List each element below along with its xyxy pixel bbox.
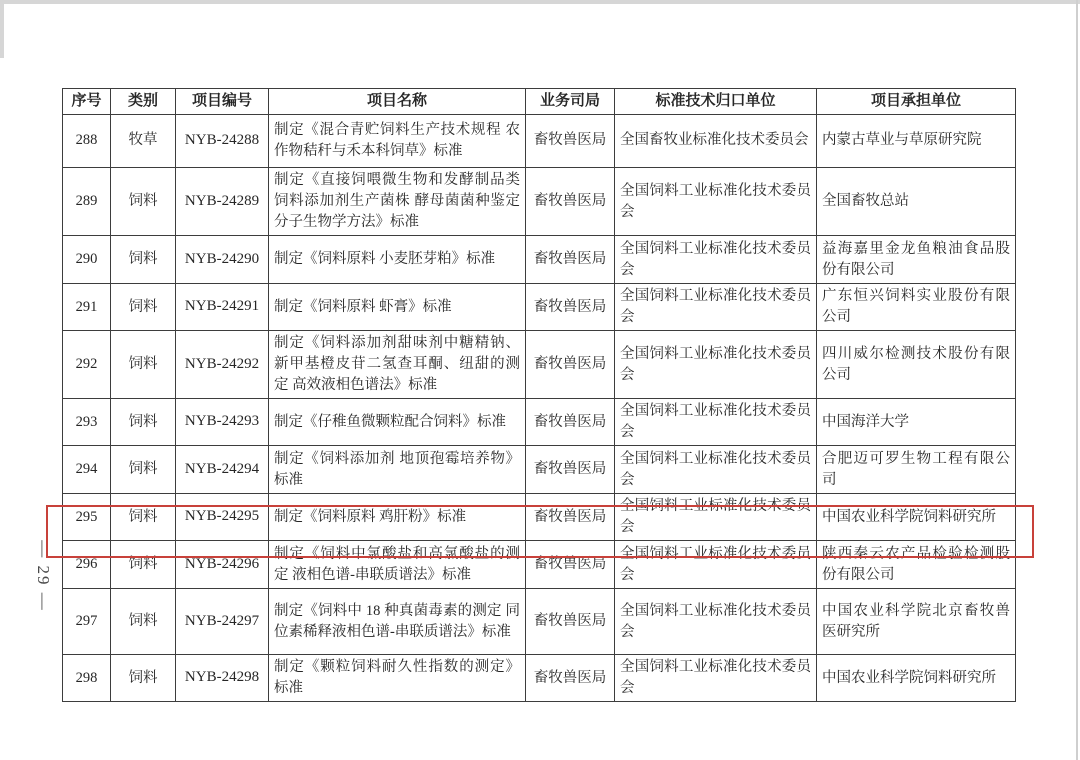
table-row (63, 589, 1016, 655)
table-row (63, 655, 1016, 702)
row-number-cell: 289 (63, 168, 111, 236)
table-header (63, 89, 1016, 115)
bureau-cell: 畜牧兽医局 (526, 284, 615, 331)
row-number-cell: 296 (63, 541, 111, 589)
undertaking-unit-cell: 陕西秦云农产品检验检测股份有限公司 (817, 541, 1016, 589)
bureau-cell: 畜牧兽医局 (526, 115, 615, 168)
undertaking-unit-cell: 中国农业科学院饲料研究所 (817, 655, 1016, 702)
standards-project-table (62, 88, 1016, 702)
technical-committee-cell: 全国饲料工业标准化技术委员会 (615, 168, 817, 236)
row-number-cell: 295 (63, 494, 111, 541)
scan-edge-top (0, 0, 1080, 4)
project-name-cell: 制定《饲料中 18 种真菌毒素的测定 同位素稀释液相色谱-串联质谱法》标准 (269, 589, 526, 655)
row-number-cell: 298 (63, 655, 111, 702)
undertaking-unit-cell: 四川威尔检测技术股份有限公司 (817, 331, 1016, 399)
project-code-cell: NYB-24295 (176, 494, 269, 541)
column-header-5: 标准技术归口单位 (615, 89, 817, 115)
technical-committee-cell: 全国畜牧业标准化技术委员会 (615, 115, 817, 168)
table-row (63, 236, 1016, 284)
bureau-cell: 畜牧兽医局 (526, 655, 615, 702)
project-code-cell: NYB-24293 (176, 399, 269, 446)
category-cell: 饲料 (111, 284, 176, 331)
category-cell: 饲料 (111, 236, 176, 284)
project-code-cell: NYB-24297 (176, 589, 269, 655)
table-row (63, 446, 1016, 494)
bureau-cell: 畜牧兽医局 (526, 494, 615, 541)
technical-committee-cell: 全国饲料工业标准化技术委员会 (615, 331, 817, 399)
table-row (63, 284, 1016, 331)
undertaking-unit-cell: 中国海洋大学 (817, 399, 1016, 446)
technical-committee-cell: 全国饲料工业标准化技术委员会 (615, 589, 817, 655)
undertaking-unit-cell: 中国农业科学院北京畜牧兽医研究所 (817, 589, 1016, 655)
table-row (63, 168, 1016, 236)
category-cell: 饲料 (111, 399, 176, 446)
technical-committee-cell: 全国饲料工业标准化技术委员会 (615, 541, 817, 589)
project-code-cell: NYB-24298 (176, 655, 269, 702)
row-number-cell: 292 (63, 331, 111, 399)
column-header-4: 业务司局 (526, 89, 615, 115)
project-code-cell: NYB-24296 (176, 541, 269, 589)
undertaking-unit-cell: 全国畜牧总站 (817, 168, 1016, 236)
project-name-cell: 制定《饲料原料 虾膏》标准 (269, 284, 526, 331)
category-cell: 饲料 (111, 655, 176, 702)
category-cell: 饲料 (111, 589, 176, 655)
category-cell: 饲料 (111, 541, 176, 589)
bureau-cell: 畜牧兽医局 (526, 236, 615, 284)
bureau-cell: 畜牧兽医局 (526, 589, 615, 655)
scan-edge-right (1076, 0, 1078, 760)
category-cell: 饲料 (111, 446, 176, 494)
project-name-cell: 制定《仔稚鱼微颗粒配合饲料》标准 (269, 399, 526, 446)
category-cell: 饲料 (111, 494, 176, 541)
bureau-cell: 畜牧兽医局 (526, 399, 615, 446)
project-name-cell: 制定《饲料原料 鸡肝粉》标准 (269, 494, 526, 541)
technical-committee-cell: 全国饲料工业标准化技术委员会 (615, 494, 817, 541)
row-number-cell: 297 (63, 589, 111, 655)
column-header-0: 序号 (63, 89, 111, 115)
table-row-highlighted (63, 541, 1016, 589)
undertaking-unit-cell: 益海嘉里金龙鱼粮油食品股份有限公司 (817, 236, 1016, 284)
table-row (63, 494, 1016, 541)
project-name-cell: 制定《饲料添加剂甜味剂中糖精钠、新甲基橙皮苷二氢查耳酮、纽甜的测定 高效液相色谱法》标准 (269, 331, 526, 399)
row-number-cell: 288 (63, 115, 111, 168)
table-row (63, 331, 1016, 399)
project-name-cell: 制定《混合青贮饲料生产技术规程 农作物秸秆与禾本科饲草》标准 (269, 115, 526, 168)
project-name-cell: 制定《饲料中氯酸盐和高氯酸盐的测定 液相色谱-串联质谱法》标准 (269, 541, 526, 589)
category-cell: 饲料 (111, 168, 176, 236)
row-number-cell: 294 (63, 446, 111, 494)
bureau-cell: 畜牧兽医局 (526, 446, 615, 494)
bureau-cell: 畜牧兽医局 (526, 541, 615, 589)
project-name-cell: 制定《饲料原料 小麦胚芽粕》标准 (269, 236, 526, 284)
undertaking-unit-cell: 合肥迈可罗生物工程有限公司 (817, 446, 1016, 494)
table-body (63, 115, 1016, 702)
column-header-3: 项目名称 (269, 89, 526, 115)
table-row (63, 399, 1016, 446)
column-header-2: 项目编号 (176, 89, 269, 115)
row-number-cell: 290 (63, 236, 111, 284)
table-header-row (63, 89, 1016, 115)
project-name-cell: 制定《直接饲喂微生物和发酵制品类饲料添加剂生产菌株 酵母菌菌种鉴定 分子生物学方法》标准 (269, 168, 526, 236)
technical-committee-cell: 全国饲料工业标准化技术委员会 (615, 236, 817, 284)
project-code-cell: NYB-24288 (176, 115, 269, 168)
technical-committee-cell: 全国饲料工业标准化技术委员会 (615, 399, 817, 446)
table-row (63, 115, 1016, 168)
page-number: — 29 — (34, 540, 53, 612)
category-cell: 牧草 (111, 115, 176, 168)
technical-committee-cell: 全国饲料工业标准化技术委员会 (615, 284, 817, 331)
project-code-cell: NYB-24291 (176, 284, 269, 331)
project-code-cell: NYB-24292 (176, 331, 269, 399)
technical-committee-cell: 全国饲料工业标准化技术委员会 (615, 655, 817, 702)
bureau-cell: 畜牧兽医局 (526, 331, 615, 399)
row-number-cell: 293 (63, 399, 111, 446)
project-code-cell: NYB-24290 (176, 236, 269, 284)
category-cell: 饲料 (111, 331, 176, 399)
project-code-cell: NYB-24289 (176, 168, 269, 236)
row-number-cell: 291 (63, 284, 111, 331)
column-header-6: 项目承担单位 (817, 89, 1016, 115)
technical-committee-cell: 全国饲料工业标准化技术委员会 (615, 446, 817, 494)
undertaking-unit-cell: 广东恒兴饲料实业股份有限公司 (817, 284, 1016, 331)
bureau-cell: 畜牧兽医局 (526, 168, 615, 236)
project-name-cell: 制定《颗粒饲料耐久性指数的测定》标准 (269, 655, 526, 702)
undertaking-unit-cell: 中国农业科学院饲料研究所 (817, 494, 1016, 541)
column-header-1: 类别 (111, 89, 176, 115)
scan-edge-left (0, 0, 4, 58)
undertaking-unit-cell: 内蒙古草业与草原研究院 (817, 115, 1016, 168)
project-name-cell: 制定《饲料添加剂 地顶孢霉培养物》标准 (269, 446, 526, 494)
project-code-cell: NYB-24294 (176, 446, 269, 494)
